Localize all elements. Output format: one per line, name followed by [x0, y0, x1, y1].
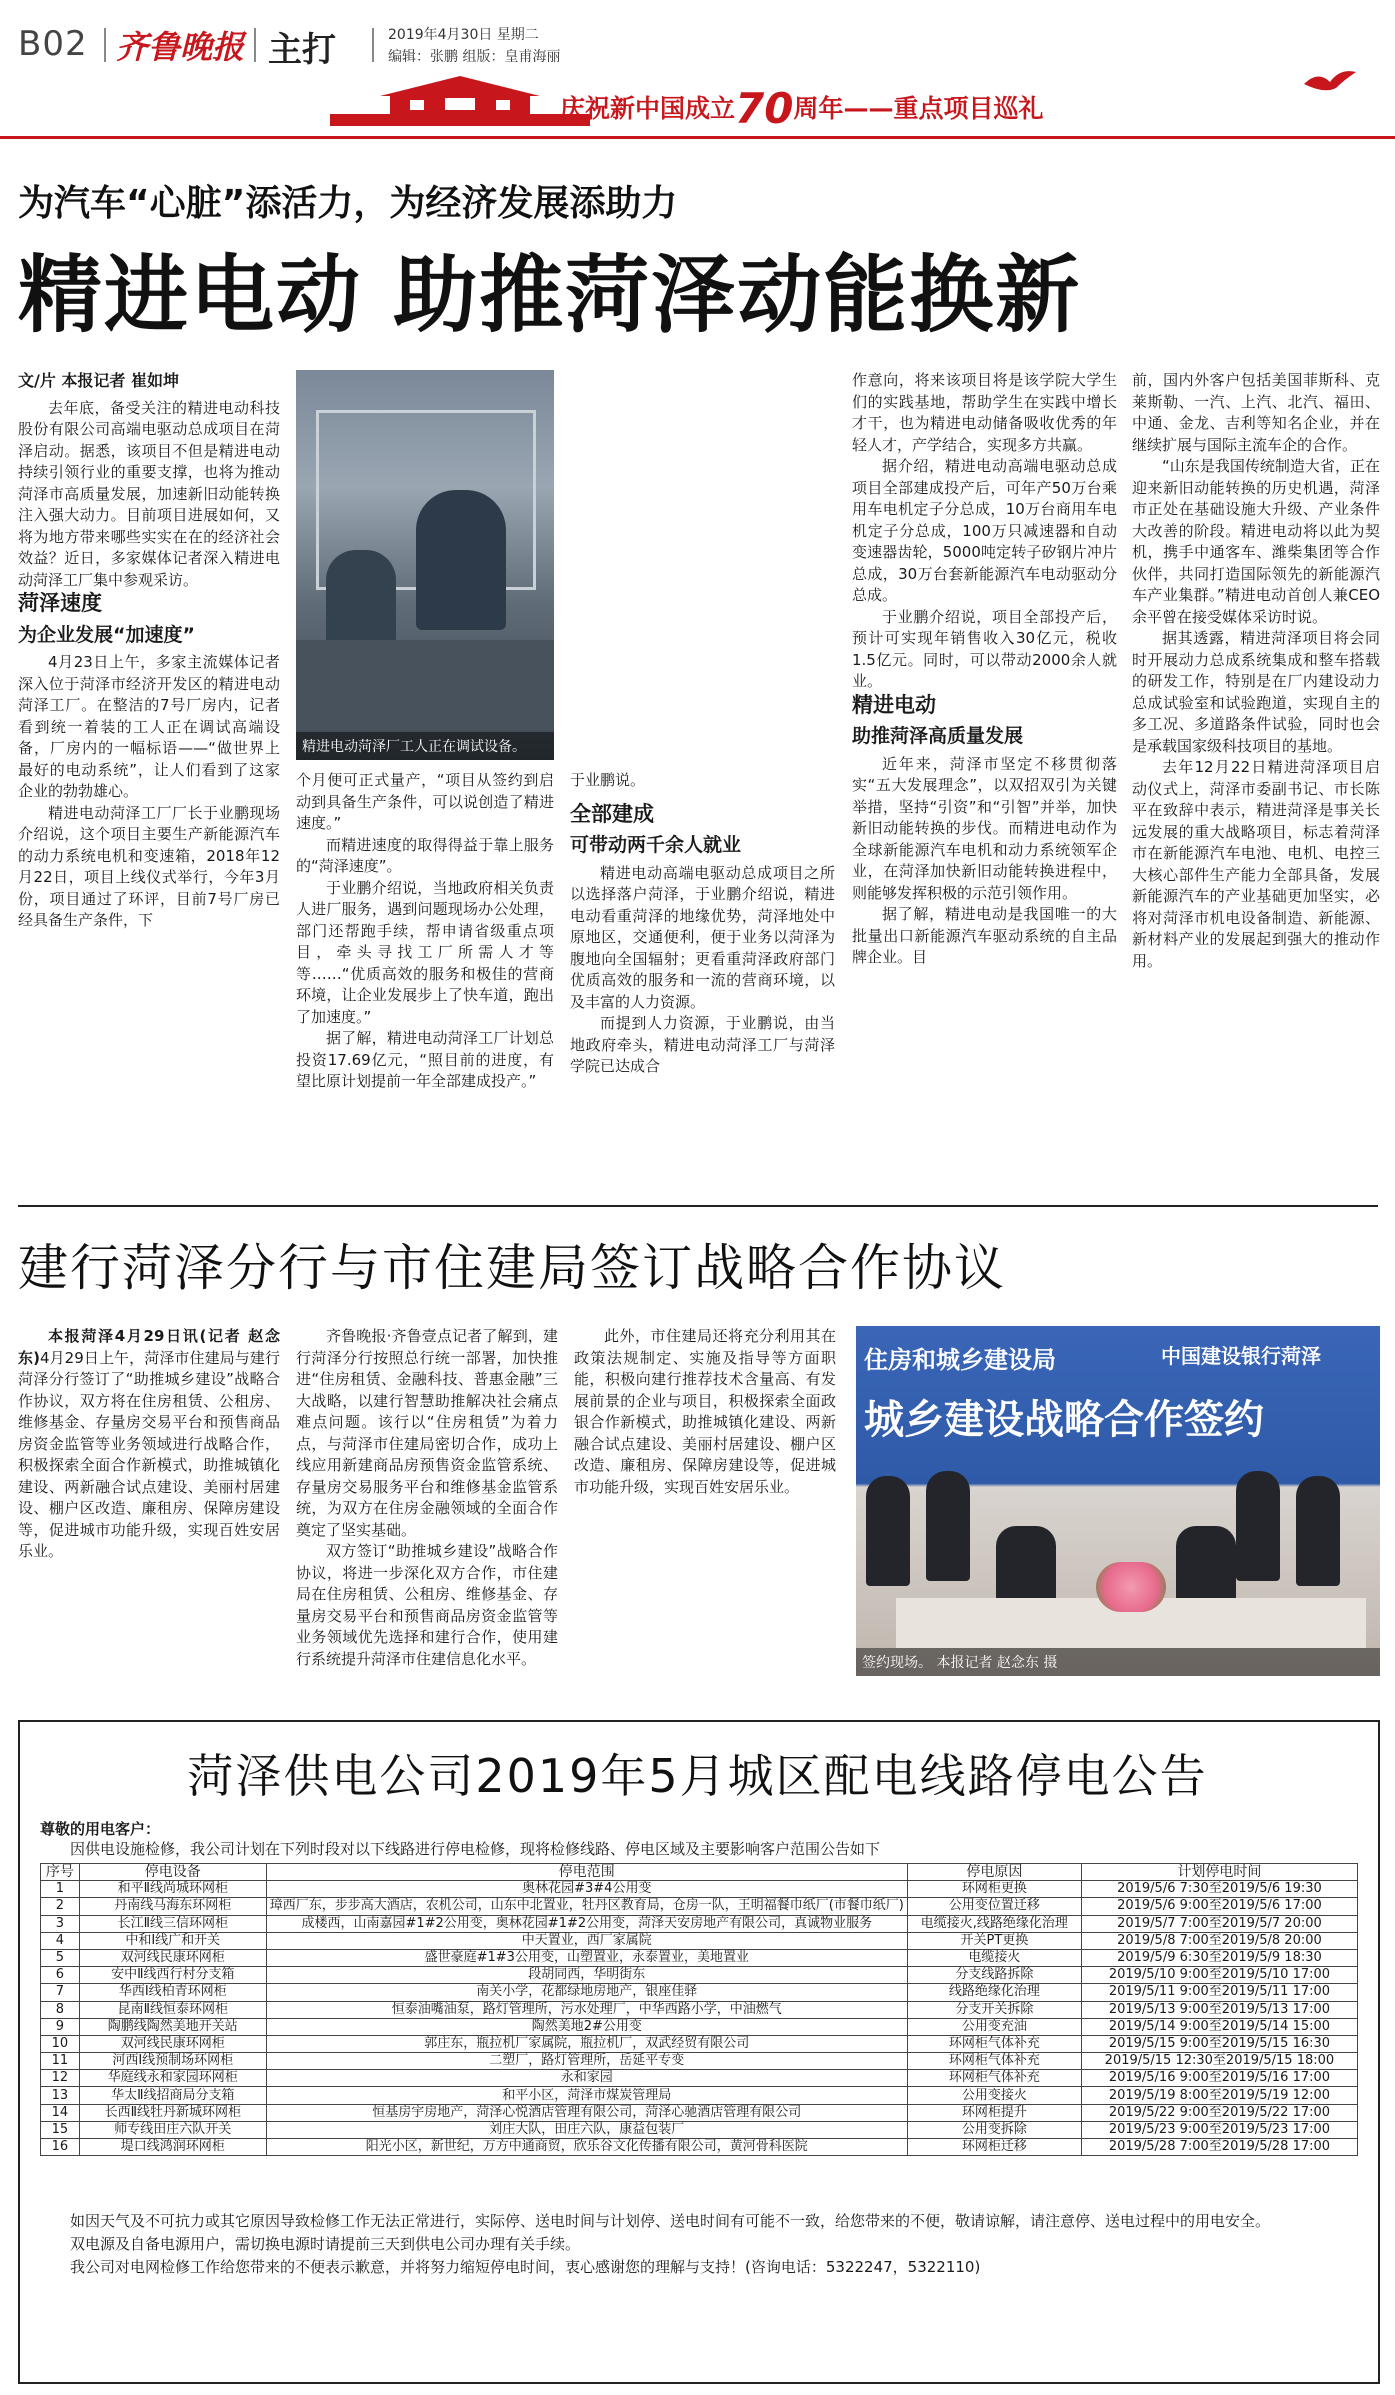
column-header: 停电设备	[79, 1864, 266, 1881]
table-cell: 环网柜更换	[907, 1881, 1081, 1898]
table-cell: 2	[41, 1898, 80, 1915]
paragraph: 作意向，将来该项目将是该学院大学生们的实践基地，帮助学生在实践中增长才干，也为精进电动储备吸收优秀的年轻人才，产学结合，实现多方共赢。	[852, 371, 1117, 454]
table-cell: 9	[41, 2018, 80, 2035]
table-cell: 丹南线马海东环网柜	[79, 1898, 266, 1915]
table-row	[41, 2121, 1358, 2138]
anniversary-slogan	[560, 84, 1043, 133]
section-subheading: 为企业发展“加速度”	[18, 623, 195, 646]
article1-title: 精进电动 助推菏泽动能换新	[18, 246, 1082, 344]
table-cell: 陶然美地2#公用变	[266, 2018, 907, 2035]
table-cell: 璋西厂东，步步高大酒店，农机公司，山东中北置业，牡丹区教育局，仓房一队，王明福餐巾纸厂(市餐巾纸厂)	[266, 1898, 907, 1915]
person-figure	[866, 1476, 910, 1586]
paragraph: 双方签订“助推城乡建设”战略合作协议，将进一步深化双方合作，市住建局在住房租赁、公租房、维修基金、存量房交易平台和预售商品房资金监管等业务领域优先选择和建行合作，使用建行系统提升菏泽市住建信息化水平。	[296, 1542, 558, 1668]
editor-credits: 编辑：张鹏 组版：皇甫海丽	[388, 49, 561, 65]
paragraph: 精进电动菏泽工厂厂长于业鹏现场介绍说，这个项目主要生产新能源汽车的动力系统电机和变速箱，2018年12月22日，项目上线仪式举行，今年3月份，项目通过了环评，目前7号厂房已经具备生产条件，下	[18, 803, 280, 929]
article1-column-5	[1132, 370, 1380, 972]
article1-column-1	[18, 370, 280, 932]
table-cell: 分支线路拆除	[907, 1967, 1081, 1984]
table-row	[41, 1984, 1358, 2001]
section-heading: 全部建成	[570, 801, 654, 826]
table-row	[41, 1898, 1358, 1915]
paragraph: 于业鹏说。	[570, 771, 646, 789]
separator	[104, 28, 106, 62]
table-row	[41, 2035, 1358, 2052]
table-cell: 长江Ⅱ线三信环网柜	[79, 1915, 266, 1932]
section-heading: 精进电动	[852, 692, 936, 717]
column-header: 计划停电时间	[1081, 1864, 1357, 1881]
table-cell: 刘庄大队，田庄六队，康益包装厂	[266, 2121, 907, 2138]
table-cell: 奥林花园#3#4公用变	[266, 1881, 907, 1898]
paragraph: 4月23日上午，多家主流媒体记者深入位于菏泽市经济开发区的精进电动菏泽工厂。在整洁的7号厂房内，记者看到统一着装的工人正在调试高端设备，厂房内的一幅标语——“做世界上最好的电动系统”，让人们看到了这家企业的勃勃雄心。	[18, 653, 280, 800]
table-cell: 10	[41, 2035, 80, 2052]
table-cell: 安中Ⅱ线西行村分支箱	[79, 1967, 266, 1984]
photo-caption: 精进电动菏泽厂工人正在调试设备。	[296, 732, 554, 760]
paragraph: 据了解，精进电动菏泽工厂计划总投资17.69亿元，“照目前的进度，有望比原计划提前一年全部建成投产。”	[296, 1029, 554, 1090]
article2-column-2	[296, 1326, 558, 1670]
paragraph: 个月便可正式量产，“项目从签约到启动到具备生产条件，可以说创造了精进速度。”	[296, 771, 554, 832]
table-cell: 中和Ⅰ线广和开关	[79, 1932, 266, 1949]
slogan-number: 70	[735, 84, 794, 133]
table-cell: 公用变拆除	[907, 2121, 1081, 2138]
notice-paragraph: 双电源及自备电源用户，需切换电源时请提前三天到供电公司办理有关手续。	[70, 2235, 581, 2253]
table-cell: 中天置业，西厂家属院	[266, 1932, 907, 1949]
table-cell: 2019/5/7 7:00至2019/5/7 20:00	[1081, 1915, 1357, 1932]
flower-arrangement	[1096, 1562, 1166, 1612]
article1-column-3	[570, 770, 835, 1078]
table-cell: 和平Ⅱ线尚城环网柜	[79, 1881, 266, 1898]
table-cell: 环网柜气体补充	[907, 2070, 1081, 2087]
table-cell: 线路绝缘化治理	[907, 1984, 1081, 2001]
separator	[254, 28, 256, 62]
outage-table	[40, 1863, 1358, 2156]
table-cell: 长西Ⅱ线牡丹新城环网柜	[79, 2104, 266, 2121]
paragraph: 去年底，备受关注的精进电动科技股份有限公司高端电驱动总成项目在菏泽启动。据悉，该项目不但是精进电动持续引领行业的重要支撑，也将为推动菏泽市高质量发展，加速新旧动能转换注入强大动力。目前项目进展如何，又将为地方带来哪些实实在在的经济社会效益？近日，多家媒体记者深入精进电动菏泽工厂集中参观采访。	[18, 398, 280, 589]
table-cell: 公用变位置迁移	[907, 1898, 1081, 1915]
paragraph-text: 4月29日上午，菏泽市住建局与建行菏泽分行签订了“助推城乡建设”战略合作协议，双方将在住房租赁、公租房、维修基金、存量房交易平台和预售商品房资金监管等业务领域进行战略合作，积极探索全面合作新模式，助推城镇化建设、两新融合试点建设、美丽村居建设、棚户区改造、廉租房、保障房建设等，促进城市功能升级，实现百姓安居乐业。	[18, 1348, 280, 1560]
table-cell: 6	[41, 1967, 80, 1984]
paragraph	[18, 1326, 280, 1563]
table-cell: 电缆接火,线路绝缘化治理	[907, 1915, 1081, 1932]
table-cell: 阳光小区，新世纪，万方中通商贸，欣乐谷文化传播有限公司，黄河骨科医院	[266, 2139, 907, 2156]
table-cell: 电缆接火	[907, 1949, 1081, 1966]
banner-text: 中国建设银行菏泽	[1161, 1344, 1321, 1368]
table-cell: 公用变接火	[907, 2087, 1081, 2104]
table-cell: 2019/5/11 9:00至2019/5/11 17:00	[1081, 1984, 1357, 2001]
tiananmen-icon	[330, 70, 590, 126]
anniversary-banner	[330, 70, 1230, 133]
column-header: 停电原因	[907, 1864, 1081, 1881]
table-cell: 昆南Ⅱ线恒泰环网柜	[79, 2001, 266, 2018]
table-cell: 2019/5/28 7:00至2019/5/28 17:00	[1081, 2139, 1357, 2156]
table-cell: 华西Ⅰ线柏青环网柜	[79, 1984, 266, 2001]
table-row	[41, 1967, 1358, 1984]
notice-greeting: 尊敬的用电客户：	[40, 1820, 161, 1838]
person-figure	[1296, 1476, 1340, 1586]
table-cell: 环网柜气体补充	[907, 2035, 1081, 2052]
table-cell: 华庭线永和家园环网柜	[79, 2070, 266, 2087]
table-cell: 陶鹏线陶然美地开关站	[79, 2018, 266, 2035]
table-row	[41, 2018, 1358, 2035]
table-cell: 南关小学，花都绿地房地产，银座佳驿	[266, 1984, 907, 2001]
person-figure	[1236, 1471, 1280, 1581]
table-cell: 3	[41, 1915, 80, 1932]
separator	[372, 28, 374, 62]
table-cell: 和平小区，菏泽市煤炭管理局	[266, 2087, 907, 2104]
paragraph: 而精进速度的取得得益于靠上服务的“菏泽速度”。	[296, 835, 554, 875]
table-cell: 环网柜提升	[907, 2104, 1081, 2121]
table-cell: 分支开关拆除	[907, 2001, 1081, 2018]
table-cell: 14	[41, 2104, 80, 2121]
paragraph: 近年来，菏泽市坚定不移贯彻落实“五大发展理念”，以双招双引为关键举措，坚持“引资”和“引智”并举，加快新旧动能转换的步伐。而精进电动作为全球新能源汽车电机和动力系统领军企业，在菏泽加快新旧动能转换进程中，则能够发挥积极的示范引领作用。	[852, 754, 1117, 902]
signing-photo	[856, 1326, 1380, 1676]
column-header: 停电范围	[266, 1864, 907, 1881]
column-header: 序号	[41, 1864, 80, 1881]
workbench	[296, 640, 554, 730]
paragraph: 据了解，精进电动是我国唯一的大批量出口新能源汽车驱动系统的自主品牌企业。目	[852, 905, 1117, 966]
table-cell: 2019/5/14 9:00至2019/5/14 15:00	[1081, 2018, 1357, 2035]
notice-paragraph: 如因天气及不可抗力或其它原因导致检修工作无法正常进行，实际停、送电时间与计划停、送电时间有可能不一致，给您带来的不便，敬请谅解，请注意停、送电过程中的用电安全。	[70, 2212, 1271, 2230]
paragraph: 于业鹏介绍说，项目全部投产后，预计可实现年销售收入30亿元，税收1.5亿元。同时，可以带动2000余人就业。	[852, 607, 1117, 690]
article1-column-2	[296, 770, 554, 1093]
table-cell: 1	[41, 1881, 80, 1898]
table-cell: 开关PT更换	[907, 1932, 1081, 1949]
table-cell: 恒基房宇房地产，菏泽心悦酒店管理有限公司，菏泽心驰酒店管理有限公司	[266, 2104, 907, 2121]
notice-title: 菏泽供电公司2019年5月城区配电线路停电公告	[187, 1749, 1208, 1803]
table-cell: 2019/5/15 9:00至2019/5/15 16:30	[1081, 2035, 1357, 2052]
table-header-row	[41, 1864, 1358, 1881]
table-row	[41, 1881, 1358, 1898]
section-name: 主打	[268, 30, 336, 70]
table-cell: 2019/5/10 9:00至2019/5/10 17:00	[1081, 1967, 1357, 1984]
table-cell: 环网柜迁移	[907, 2139, 1081, 2156]
paragraph: 去年12月22日精进菏泽项目启动仪式上，菏泽市委副书记、市长陈平在致辞中表示，精进菏泽是事关长远发展的重大战略项目，标志着菏泽市在新能源汽车电池、电机、电控三大核心部件生产能力全部具备，发展新能源汽车的产业基础更加坚实，必将对菏泽市机电设备制造、新能源、新材料产业的发展起到强大的推动作用。	[1132, 758, 1380, 970]
section-subheading: 可带动两千余人就业	[570, 834, 742, 856]
dateline: 本报菏泽4月29日讯(记者 赵念东)	[18, 1327, 280, 1367]
table-row	[41, 2070, 1358, 2087]
table-cell: 5	[41, 1949, 80, 1966]
table-cell: 2019/5/9 6:30至2019/5/9 18:30	[1081, 1949, 1357, 1966]
table-cell: 堤口线鸿润环网柜	[79, 2139, 266, 2156]
table-cell: 2019/5/15 12:30至2019/5/15 18:00	[1081, 2053, 1357, 2070]
slogan-post: 周年——重点项目巡礼	[793, 94, 1044, 123]
table-cell: 8	[41, 2001, 80, 2018]
table-cell: 华太Ⅱ线招商局分支箱	[79, 2087, 266, 2104]
table-row	[41, 1932, 1358, 1949]
table-cell: 2019/5/22 9:00至2019/5/22 17:00	[1081, 2104, 1357, 2121]
slogan-pre: 庆祝新中国成立	[560, 94, 736, 123]
table-cell: 盛世豪庭#1#3公用变，山塑置业，永泰置业，美地置业	[266, 1949, 907, 1966]
paragraph: 齐鲁晚报·齐鲁壹点记者了解到，建行菏泽分行按照总行统一部署，加快推进“住房租赁、金融科技、普惠金融”三大战略，以建行智慧助推解决社会痛点难点问题。该行以“住房租赁”为着力点，与菏泽市住建局密切合作，成功上线应用新建商品房预售资金监管系统、存量房交易服务平台和维修基金监管系统，为双方在住房金融领域的全面合作奠定了坚实基础。	[296, 1327, 558, 1539]
table-row	[41, 2053, 1358, 2070]
table-cell: 13	[41, 2087, 80, 2104]
table-cell: 2019/5/6 9:00至2019/5/6 17:00	[1081, 1898, 1357, 1915]
table-cell: 11	[41, 2053, 80, 2070]
article2-column-3	[574, 1326, 836, 1498]
person-figure	[926, 1471, 970, 1581]
paragraph: 此外，市住建局还将充分利用其在政策法规制定、实施及指导等方面职能，积极向建行推荐技术含量高、有发展前景的企业与项目，积极探索全面政银合作新模式，助推城镇化建设、两新融合试点建设、美丽村居建设、棚户区改造、廉租房、保障房建设等，促进城市功能升级，实现百姓安居乐业。	[574, 1327, 836, 1496]
banner-text: 住房和城乡建设局	[864, 1346, 1056, 1374]
article1-subtitle: 为汽车“心脏”添活力，为经济发展添助力	[18, 183, 678, 224]
paper-logo: 齐鲁晚报	[116, 28, 245, 66]
table-cell: 2019/5/6 7:30至2019/5/6 19:30	[1081, 1881, 1357, 1898]
table-cell: 16	[41, 2139, 80, 2156]
table-row	[41, 2001, 1358, 2018]
section-divider	[18, 1205, 1378, 1207]
factory-photo	[296, 370, 554, 760]
table-cell: 2019/5/19 8:00至2019/5/19 12:00	[1081, 2087, 1357, 2104]
notice-intro: 因供电设施检修，我公司计划在下列时段对以下线路进行停电检修，现将检修线路、停电区域及主要影响客户范围公告如下	[70, 1840, 881, 1858]
table-cell: 永和家园	[266, 2070, 907, 2087]
paragraph: 据其透露，精进菏泽项目将会同时开展动力总成系统集成和整车搭载的研发工作，特别是在厂内建设动力总成试验室和试验跑道，实现自主的多工况、多道路条件试验，同时也会是承载国家级科技项目的基地。	[1132, 629, 1380, 755]
paragraph: 精进电动高端电驱动总成项目之所以选择落户菏泽，于业鹏介绍说，精进电动看重菏泽的地缘优势，菏泽地处中原地区，交通便利，便于业务以菏泽为腹地向全国辐射；更看重菏泽政府部门优质高效的服务和一流的营商环境，以及丰富的人力资源。	[570, 863, 835, 1011]
table-cell: 2019/5/8 7:00至2019/5/8 20:00	[1081, 1932, 1357, 1949]
table-row	[41, 1949, 1358, 1966]
table-cell: 15	[41, 2121, 80, 2138]
table-cell: 恒泰油嘴油泵，路灯管理所，污水处理厂，中华西路小学，中油燃气	[266, 2001, 907, 2018]
table-row	[41, 2104, 1358, 2121]
paragraph: 于业鹏介绍说，当地政府相关负责人进厂服务，遇到问题现场办公处理，部门还帮跑手续，帮申请省级重点项目，牵头寻找工厂所需人才等等……“优质高效的服务和极佳的营商环境，让企业发展步上了快车道，跑出了加速度。”	[296, 878, 554, 1026]
article1-column-4	[852, 370, 1117, 969]
table-cell: 河西Ⅰ线预制场环网柜	[79, 2053, 266, 2070]
table-cell: 公用变充油	[907, 2018, 1081, 2035]
table-cell: 成楼西，山南嘉园#1#2公用变，奥林花园#1#2公用变，菏泽天安房地产有限公司，真诚物业服务	[266, 1915, 907, 1932]
section-heading: 菏泽速度	[18, 591, 102, 615]
table-cell: 环网柜气体补充	[907, 2053, 1081, 2070]
masthead	[0, 0, 1395, 150]
page-code: B02	[18, 24, 88, 64]
paragraph: 而提到人力资源，于业鹏说，由当地政府牵头，精进电动菏泽工厂与菏泽学院已达成合	[570, 1014, 835, 1075]
notice-footer	[40, 2210, 1360, 2279]
masthead-rule	[0, 136, 1395, 139]
worker-figure	[416, 490, 506, 630]
table-cell: 双河线民康环网柜	[79, 1949, 266, 1966]
table-cell: 2019/5/16 9:00至2019/5/16 17:00	[1081, 2070, 1357, 2087]
table-cell: 12	[41, 2070, 80, 2087]
table-row	[41, 2087, 1358, 2104]
byline: 文/片 本报记者 崔如坤	[18, 371, 179, 390]
table-row	[41, 1915, 1358, 1932]
table-cell: 4	[41, 1932, 80, 1949]
notice-paragraph: 我公司对电网检修工作给您带来的不便表示歉意，并将努力缩短停电时间，衷心感谢您的理解与支持！(咨询电话：5322247，5322110)	[70, 2258, 981, 2276]
article2-title: 建行菏泽分行与市住建局签订战略合作协议	[18, 1239, 1006, 1297]
photo-caption: 签约现场。 本报记者 赵念东 摄	[856, 1648, 1380, 1676]
table-cell: 7	[41, 1984, 80, 2001]
paragraph: 前，国内外客户包括美国菲斯科、克莱斯勒、一汽、上汽、北汽、福田、中通、金龙、吉利等知名企业，并在继续扩展与国际主流车企的合作。	[1132, 371, 1380, 454]
paragraph: “山东是我国传统制造大省，正在迎来新旧动能转换的历史机遇，菏泽市正处在基础设施大升级、产业条件大改善的阶段。精进电动将以此为契机，携手中通客车、潍柴集团等合作伙伴，共同打造国际领先的新能源汽车产业集群。”精进电动首创人兼CEO余平曾在接受媒体采访时说。	[1132, 457, 1380, 626]
table-cell: 二塑厂，路灯管理所，岳延平专变	[266, 2053, 907, 2070]
table-cell: 师专线田庄六队开关	[79, 2121, 266, 2138]
banner-text: 城乡建设战略合作签约	[864, 1397, 1264, 1443]
article2-column-1	[18, 1326, 280, 1563]
paragraph: 据介绍，精进电动高端电驱动总成项目全部建成投产后，可年产50万台乘用车电机定子分总成，10万台商用车电机定子分总成，100万只减速器和自动变速器齿轮，5000吨定转子矽钢片冲片总成，30万台套新能源汽车电动驱动分总成。	[852, 457, 1117, 604]
table-cell: 郭庄东，瓶拉机厂家属院，瓶拉机厂，双武经贸有限公司	[266, 2035, 907, 2052]
dove-icon	[1300, 64, 1360, 104]
table-cell: 2019/5/13 9:00至2019/5/13 17:00	[1081, 2001, 1357, 2018]
table-row	[41, 2139, 1358, 2156]
section-subheading: 助推菏泽高质量发展	[852, 725, 1024, 747]
issue-date: 2019年4月30日 星期二	[388, 27, 539, 43]
table-cell: 双河线民康环网柜	[79, 2035, 266, 2052]
table-cell: 段胡同西，华明街东	[266, 1967, 907, 1984]
table-cell: 2019/5/23 9:00至2019/5/23 17:00	[1081, 2121, 1357, 2138]
